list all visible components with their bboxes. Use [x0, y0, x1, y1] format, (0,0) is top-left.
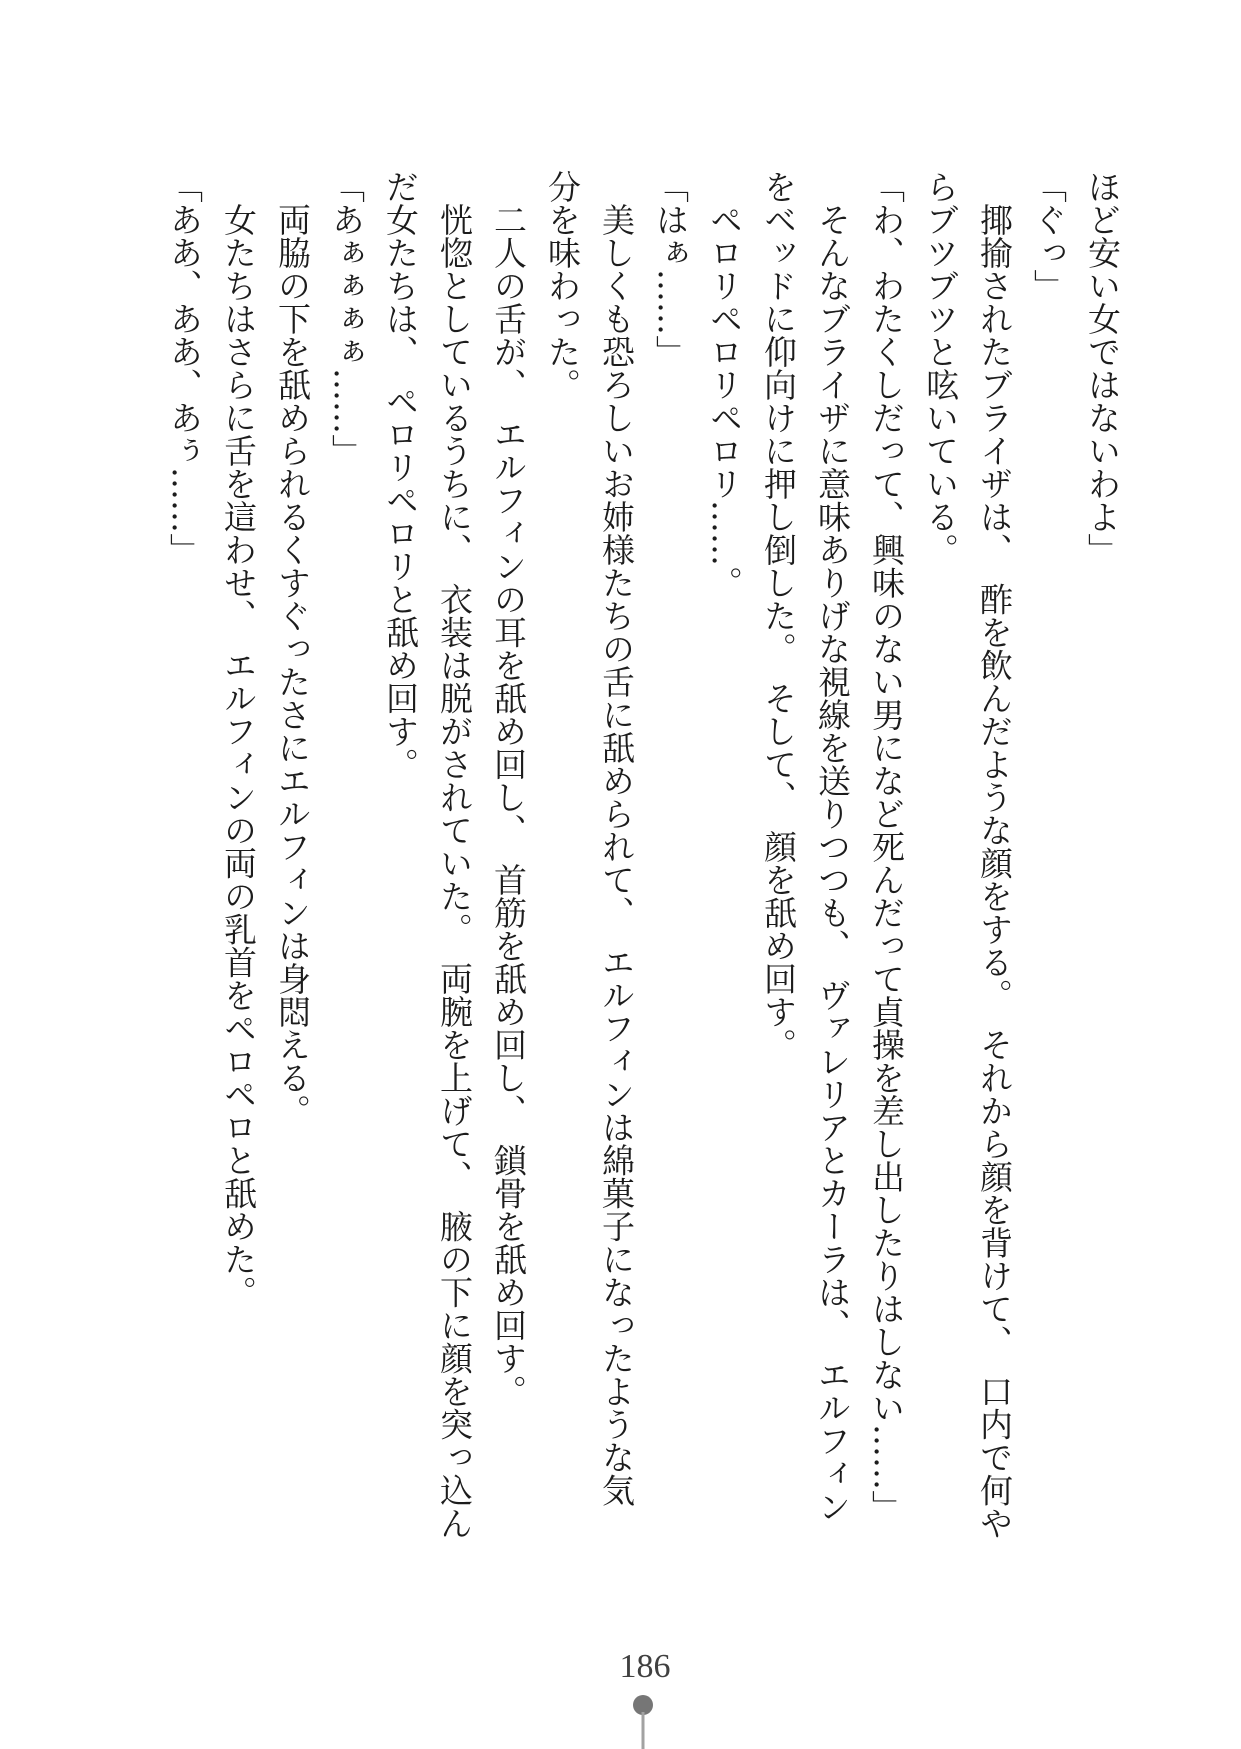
text-column: 揶揄されたブライザは、 酢を飲んだような顔をする。 それから顔を背けて、 口内で何や [975, 170, 1014, 1540]
text-column: 「ぐっ」 [1029, 170, 1068, 302]
text-column: 美しくも恐ろしいお姉様たちの舌に舐められて、 エルフィンは綿菓子になったような気 [597, 170, 636, 1507]
text-column: だ女たちは、 ペロリペロリと舐め回す。 [381, 170, 420, 781]
text-column: ほど安い女ではないわよ」 [1083, 170, 1122, 566]
text-column: 恍惚としているうちに、 衣装は脱がされていた。 両腕を上げて、 腋の下に顔を突っ込ん [435, 170, 474, 1540]
text-column: をベッドに仰向けに押し倒した。 そして、 顔を舐め回す。 [759, 170, 798, 1061]
page-number: 186 [619, 1648, 671, 1685]
text-column: 両脇の下を舐められるくすぐったさにエルフィンは身悶える。 [273, 170, 312, 1127]
text-column: 「はぁ……」 [651, 170, 690, 368]
page-ornament-line [642, 1712, 645, 1749]
text-column: 「わ、わたくしだって、興味のない男になど死んだって貞操を差し出したりはしない……」 [867, 170, 906, 1523]
text-column: 分を味わった。 [543, 170, 582, 401]
text-column: そんなブライザに意味ありげな視線を送りつつも、 ヴァレリアとカーラは、 エルフィン [813, 170, 852, 1523]
text-column: 「あぁぁぁぁ……」 [327, 170, 366, 467]
text-column: らブツブツと呟いている。 [921, 170, 960, 566]
text-column: 二人の舌が、 エルフィンの耳を舐め回し、 首筋を舐め回し、 鎖骨を舐め回す。 [489, 170, 528, 1408]
text-column: 「ああ、ああ、あぅ……」 [165, 170, 204, 566]
page-text [153, 170, 1129, 1606]
text-column: ペロリペロリペロリ……。 [705, 170, 744, 599]
text-column: 女たちはさらに舌を這わせ、 エルフィンの両の乳首をペロペロと舐めた。 [219, 170, 258, 1309]
